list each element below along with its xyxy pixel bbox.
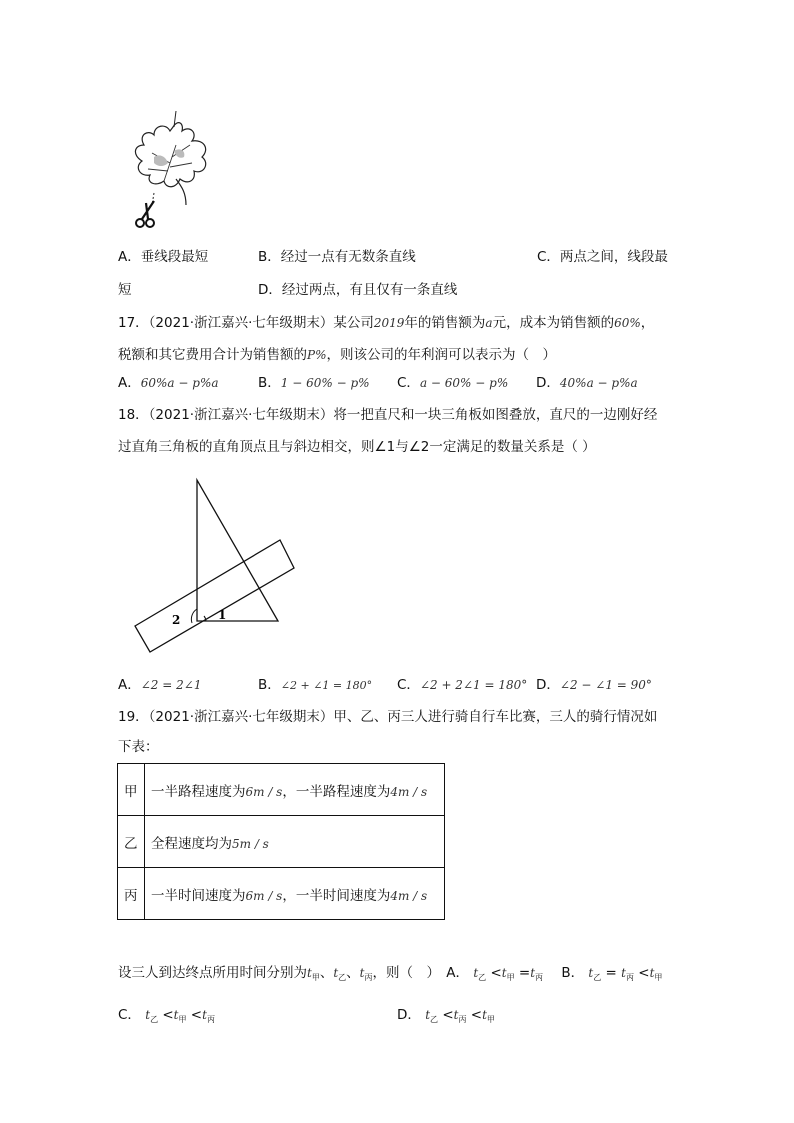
table-cell-name: 甲 (118, 764, 145, 816)
q19-option-b: B． $t_乙 = t_丙 <t_甲$ (561, 965, 663, 982)
ruler (135, 540, 294, 652)
scissors-icon (136, 201, 154, 227)
table-row (118, 816, 445, 868)
leaf-outline (135, 123, 205, 187)
table-cell-desc: 一半时间速度为6m / s，一半时间速度为4m / s (145, 868, 445, 920)
q16-option-c: C．两点之间，线段最 (537, 249, 668, 265)
q19-stem-and-options-ab: 设三人到达终点所用时间分别为$t_甲$、$t_乙$、$t_丙$，则（ ） A． $t_乙 <t_甲 =t_丙$ B． $t_乙 = t_丙 <t_甲$ (118, 965, 663, 982)
table-cell-name: 乙 (118, 816, 145, 868)
q17-option-a: A．60%a − p%a (118, 375, 219, 391)
q18-option-a: A．∠2 = 2∠1 (118, 677, 202, 693)
leaf-scissors-figure (118, 105, 218, 233)
table-cell-desc: 全程速度均为5m / s (145, 816, 445, 868)
q17-stem-line1: 17．（2021·浙江嘉兴·七年级期末）某公司2019年的销售额为a元，成本为销售额的60%， (118, 315, 655, 331)
q18-stem-line1: 18．（2021·浙江嘉兴·七年级期末）将一把直尺和一块三角板如图叠放，直尺的一边刚好经 (118, 407, 658, 423)
q16-option-a: A．垂线段最短 (118, 249, 209, 265)
q16-option-d: D．经过两点，有且仅有一条直线 (258, 282, 458, 298)
q19-option-d: D． $t_乙 <t_丙 <t_甲$ (397, 1007, 495, 1024)
q19-option-a: A． $t_乙 <t_甲 =t_丙$ (446, 965, 544, 982)
ruler-triangle-figure (130, 476, 300, 656)
q18-option-c: C．∠2 + 2∠1 = 180° (397, 677, 528, 693)
triangle (197, 480, 278, 621)
riding-table (117, 763, 445, 920)
angle-2-arc (191, 609, 197, 623)
q17-option-c: C．a − 60% − p% (397, 375, 509, 391)
table-row (118, 868, 445, 920)
q19-stem-line1: 19．（2021·浙江嘉兴·七年级期末）甲、乙、丙三人进行骑自行车比赛，三人的骑行情况如 (118, 709, 658, 725)
q18-option-d: D．∠2 − ∠1 = 90° (536, 677, 652, 693)
q17-option-b: B．1 − 60% − p% (258, 375, 370, 391)
q19-stem-line2: 下表： (118, 739, 159, 755)
q16-option-c-cont: 短 (118, 282, 132, 298)
angle-1-label: 1 (218, 608, 227, 622)
q18-option-b: B．∠2 + ∠1 = 180° (258, 677, 373, 693)
q17-option-d: D．40%a − p%a (536, 375, 638, 391)
table-row (118, 764, 445, 816)
q17-stem-line2: 税额和其它费用合计为销售额的P%，则该公司的年利润可以表示为（ ） (118, 347, 556, 363)
angle-2-label: 2 (172, 613, 181, 627)
q16-option-b: B．经过一点有无数条直线 (258, 249, 416, 265)
q18-stem-line2: 过直角三角板的直角顶点且与斜边相交，则∠1与∠2一定满足的数量关系是（ ） (118, 439, 596, 455)
table-cell-name: 丙 (118, 868, 145, 920)
q19-option-c: C． $t_乙 <t_甲 <t_丙$ (118, 1007, 215, 1024)
table-cell-desc: 一半路程速度为6m / s，一半路程速度为4m / s (145, 764, 445, 816)
